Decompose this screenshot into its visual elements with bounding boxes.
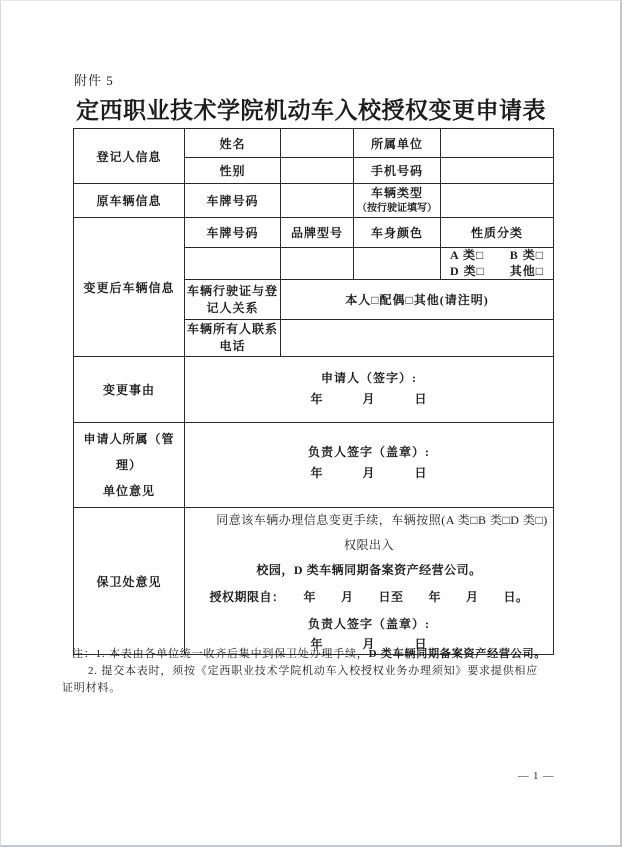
unit-opinion-label-line1: 申请人所属（管理） [83, 432, 175, 472]
relation-options-cell: 本人□配偶□其他(请注明) [281, 280, 554, 320]
vehicle-type-value-cell [441, 184, 554, 218]
change-reason-cell [185, 357, 554, 423]
changed-vehicle-section-label: 变更后车辆信息 [74, 218, 185, 357]
change-reason-label: 变更事由 [74, 357, 185, 423]
vehicle-type-label-line2: （按行驶证填写） [357, 202, 437, 214]
footnote-1-bold: D 类车辆同期备案资产经营公司。 [368, 648, 547, 660]
original-plate-value-cell [281, 184, 354, 218]
footnote-1 [72, 646, 560, 663]
security-sign-label: 负责人签字（盖章）: [308, 617, 430, 631]
owner-phone-label: 车辆所有人联系电话 [185, 320, 281, 357]
unit-opinion-cell [185, 423, 554, 508]
changed-plate-value-cell [185, 248, 281, 280]
class-option-b: B 类□ [509, 248, 544, 262]
applicant-date-line: 年 月 日 [310, 391, 428, 406]
vehicle-type-label [354, 184, 441, 218]
attachment-label: 附件 5 [74, 73, 114, 88]
security-opinion-cell [185, 508, 554, 655]
unit-date-line: 年 月 日 [310, 466, 428, 480]
brand-model-value-cell [281, 248, 354, 280]
applicant-sign-label: 申请人（签字）: [321, 370, 417, 385]
gender-value-cell [281, 158, 354, 184]
class-option-other: 其他□ [509, 264, 544, 278]
security-date-line: 年 月 日 [310, 637, 428, 651]
application-form-table [73, 128, 554, 655]
body-color-value-cell [354, 248, 441, 280]
unit-opinion-label [74, 423, 185, 508]
unit-label: 所属单位 [354, 129, 441, 158]
unit-value-cell [441, 129, 554, 158]
name-label: 姓名 [185, 129, 281, 158]
footnote-2-line1: 2. 提交本表时，须按《定西职业技术学院机动车入校授权业务办理须知》要求提供相应 [88, 665, 538, 677]
phone-value-cell [441, 158, 554, 184]
security-statement-line1: 同意该车辆办理信息变更手续，车辆按照(A 类□B 类□D 类□)权限出入 [216, 513, 548, 552]
unit-opinion-label-line2: 单位意见 [102, 484, 155, 498]
class-options-cell [441, 248, 554, 280]
changed-plate-label: 车牌号码 [185, 218, 281, 248]
name-value-cell [281, 129, 354, 158]
vehicle-type-label-line1: 车辆类型 [370, 185, 423, 200]
relation-label: 车辆行驶证与登记人关系 [185, 280, 281, 320]
unit-sign-label: 负责人签字（盖章）: [308, 445, 430, 459]
footnote-2-line2: 证明材料。 [62, 682, 121, 694]
registrant-section-label: 登记人信息 [74, 129, 185, 184]
security-statement-line2: 校园，D 类车辆同期备案资产经营公司。 [256, 563, 482, 577]
owner-phone-value-cell [281, 320, 554, 357]
page-number: — 1 — [518, 771, 555, 782]
body-color-label: 车身颜色 [354, 218, 441, 248]
gender-label: 性别 [185, 158, 281, 184]
authorization-period-line: 授权期限自： 年 月 日至 年 月 日。 [209, 590, 529, 604]
class-label: 性质分类 [441, 218, 554, 248]
original-plate-label: 车牌号码 [185, 184, 281, 218]
footnote-1-text: 注：1. 本表由各单位统一收齐后集中到保卫处办理手续， [72, 648, 369, 660]
class-option-a: A 类□ [450, 248, 485, 262]
footnotes [62, 646, 560, 697]
security-opinion-label: 保卫处意见 [74, 508, 185, 655]
phone-label: 手机号码 [354, 158, 441, 184]
brand-model-label: 品牌型号 [281, 218, 354, 248]
original-vehicle-section-label: 原车辆信息 [74, 184, 185, 218]
form-title: 定西职业技术学院机动车入校授权变更申请表 [76, 98, 546, 123]
class-option-d: D 类□ [450, 264, 485, 278]
